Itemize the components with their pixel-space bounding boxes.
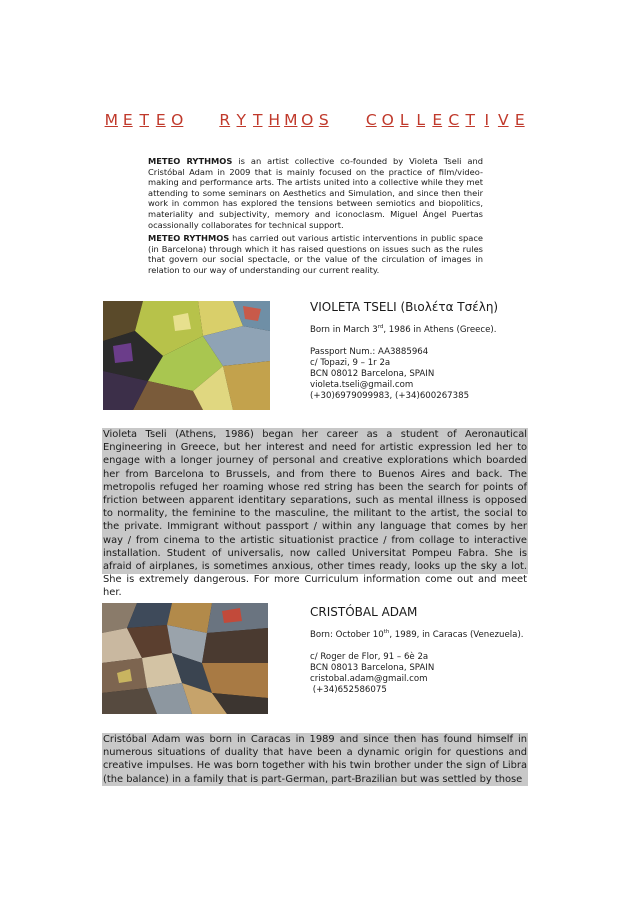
violeta-birth-place: , 1986 in Athens (Greece).: [383, 325, 497, 335]
title-word-1: [103, 111, 186, 129]
title-letter: E: [432, 111, 443, 129]
cristobal-bio: Cristóbal Adam was born in Caracas in 1989 and since then has found himself in numerous situations of duality that have been a dynamic origin for questions and creative impulses. He was born together with his twin brother under the sign of Libra (the balance) in a family that is part-German, part-Brazilian but was settled by those: [103, 734, 527, 785]
violeta-photo: [103, 301, 270, 410]
violeta-phones: (+30)6979099983, (+34)600267385: [310, 391, 470, 401]
title-letter: Y: [236, 111, 246, 129]
title-letter: H: [268, 111, 281, 129]
title-letter: M: [104, 111, 118, 129]
violeta-profile: [310, 300, 540, 402]
intro-paragraph-1: [148, 156, 483, 230]
title-letter: E: [155, 111, 166, 129]
title-letter: O: [301, 111, 314, 129]
cristobal-birth-ordinal: th: [383, 629, 390, 636]
title-letter: S: [318, 111, 329, 129]
cristobal-birth-place: , 1989, in Caracas (Venezuela).: [389, 630, 524, 640]
cristobal-profile: [310, 605, 540, 696]
title-letter: I: [484, 111, 490, 129]
violeta-address-city: BCN 08012 Barcelona, SPAIN: [310, 369, 435, 379]
violeta-address-street: c/ Topazi, 9 – 1r 2a: [310, 358, 391, 368]
cristobal-name: CRISTÓBAL ADAM: [310, 605, 418, 619]
page-title: [103, 111, 528, 129]
title-letter: C: [365, 111, 377, 129]
title-letter: O: [381, 111, 394, 129]
title-letter: L: [416, 111, 426, 129]
title-letter: M: [284, 111, 298, 129]
intro-text: [148, 156, 483, 279]
cristobal-birth: [310, 630, 540, 641]
title-letter: T: [465, 111, 475, 129]
cristobal-phone: (+34)652586075: [310, 685, 387, 695]
cristobal-address-street: c/ Roger de Flor, 91 – 6è 2a: [310, 652, 429, 662]
cristobal-address-city: BCN 08013 Barcelona, SPAIN: [310, 663, 435, 673]
intro-paragraph-1-text: is an artist collective co-founded by Violeta Tseli and Cristóbal Adam in 2009 that is mainly focused on the practice of film/video-making and performance arts. The artists united into a collective while they met attending to some seminars on Aesthetics and Simulation, and since then their work in common has explored the tensions between semiotics and biopolitics, materiality and subjectivity, memory and iconoclasm. Miguel Ángel Puertas ocassionally collaborates for technical support.: [148, 156, 484, 230]
violeta-birth-text: Born in March 3: [310, 325, 378, 335]
title-letter: R: [219, 111, 231, 129]
title-letter: O: [171, 111, 184, 129]
title-letter: E: [122, 111, 133, 129]
violeta-birth-ordinal: rd: [377, 324, 384, 331]
collective-name-bold: METEO RYTHMOS: [148, 233, 230, 244]
title-letter: T: [253, 111, 263, 129]
collective-name-bold: METEO RYTHMOS: [148, 156, 233, 166]
violeta-name: VIOLETA TSELI (Βιολέτα Τσέλη): [310, 300, 499, 314]
violeta-bio: Violeta Tseli (Athens, 1986) began her career as a student of Aeronautical Engineering in Greece, but her interest and need for artistic expression led her to engage with a longer journey of personal and creative explorations which boarded her from Barcelona to Brussels, and from there to Buenos Aires and back. The metropolis refuged her roaming whose red string has been the search for points of friction between apparent identitary separations, such as mental illness is opposed to normality, the feminine to the masculine, the militant to the artist, the social to the private. Immigrant without passport / within any language that comes by her way / from cinema to the artistic situationist practice / from collage to interactive installation. Student of universalis, now called Universitat Pompeu Fabra. She is afraid of airplanes, is sometimes anxious, other times ready, looks up the sky a lot. She is extremely dangerous. For more Curriculum information come out and meet her.: [103, 429, 527, 599]
violeta-email: violeta.tseli@gmail.com: [310, 380, 414, 390]
cristobal-email: cristobal.adam@gmail.com: [310, 674, 428, 684]
violeta-birth: [310, 325, 540, 336]
cristobal-birth-text: Born: October 10: [310, 630, 384, 640]
violeta-passport: Passport Num.: AA3885964: [310, 347, 429, 357]
title-letter: E: [514, 111, 525, 129]
title-letter: T: [139, 111, 149, 129]
title-word-2: [217, 111, 333, 129]
title-letter: C: [448, 111, 460, 129]
title-letter: L: [399, 111, 409, 129]
title-letter: V: [497, 111, 509, 129]
intro-paragraph-2-text: has carried out various artistic interventions in public space (in Barcelona) through which it has raised questions on issues such as the rules that govern our social spectacle, or the value of the circulation of images in relation to our way of understanding our current reality.: [148, 233, 484, 275]
cristobal-photo: [102, 603, 268, 714]
intro-paragraph-2: [148, 233, 483, 275]
title-word-3: [363, 111, 528, 129]
